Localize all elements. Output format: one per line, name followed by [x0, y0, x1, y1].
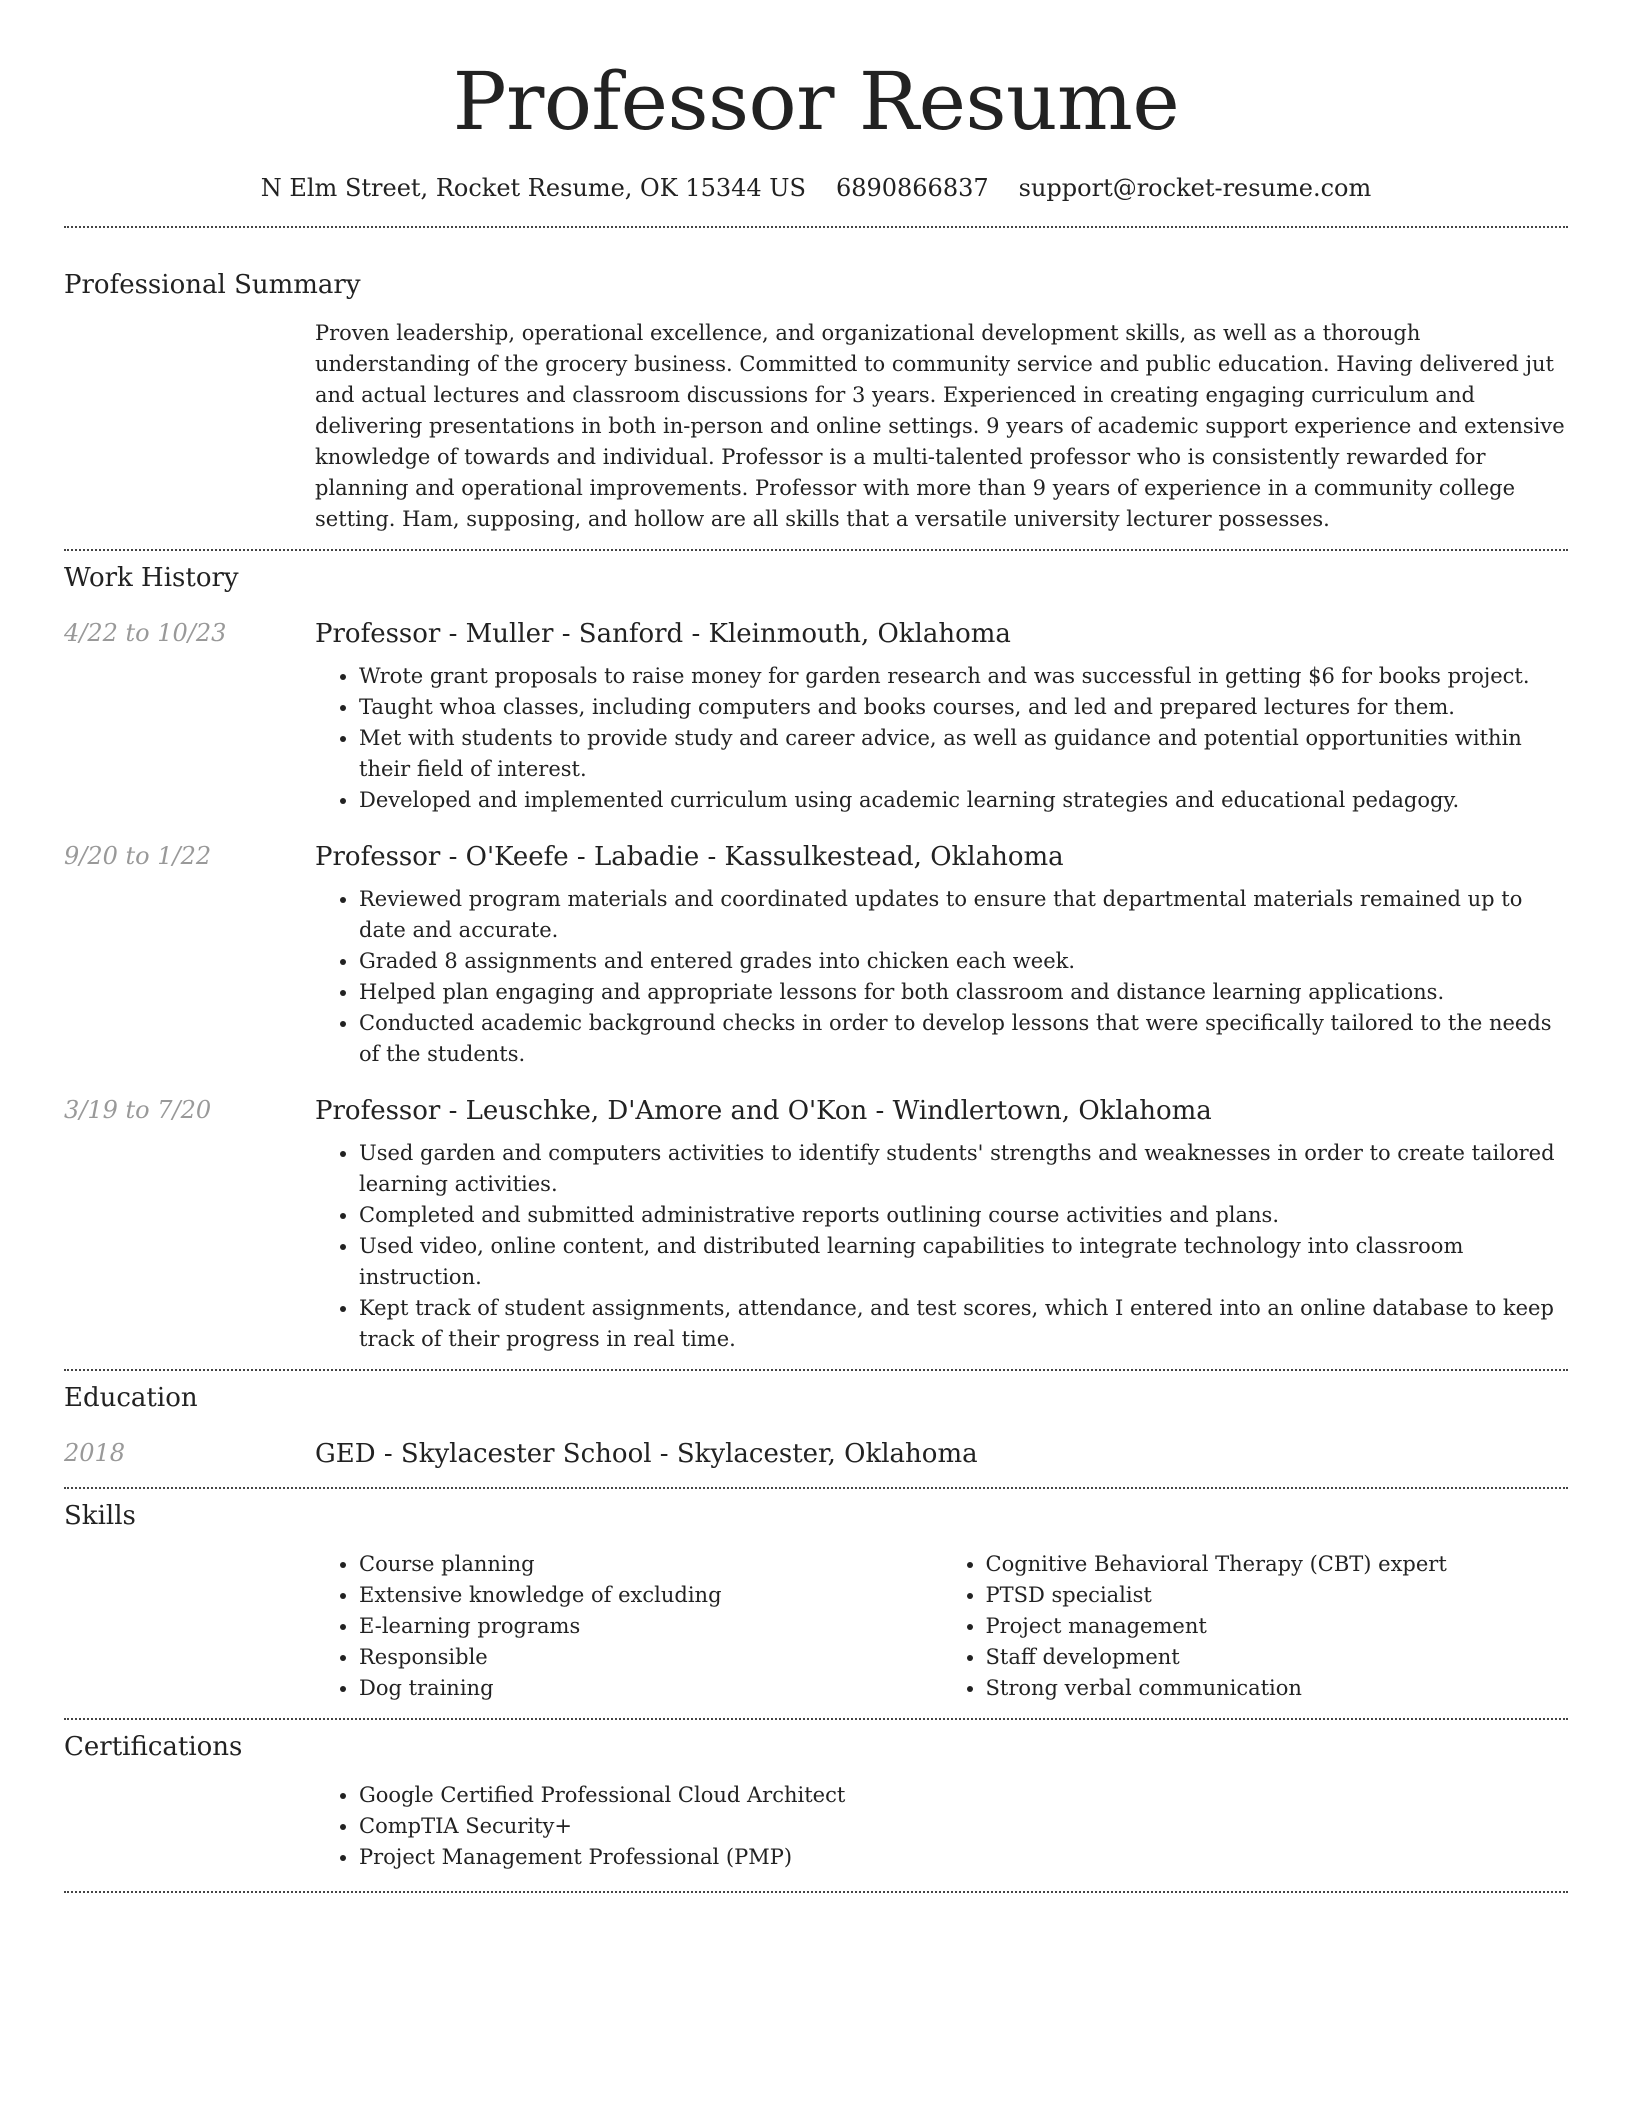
divider: [64, 1891, 1568, 1893]
list-item: • PTSD specialist: [986, 1580, 1569, 1611]
divider: [64, 549, 1568, 551]
skills-heading: Skills: [64, 1501, 136, 1531]
job-dates: 9/20 to 1/22: [64, 842, 212, 870]
list-item: • Graded 8 assignments and entered grades into chicken each week.: [359, 946, 1568, 977]
job-bullets: [315, 1138, 1568, 1355]
contact-address: N Elm Street, Rocket Resume, OK 15344 US: [260, 174, 806, 202]
list-item: • Completed and submitted administrative reports outlining course activities and plans.: [359, 1200, 1568, 1231]
divider: [64, 1718, 1568, 1720]
education-heading: Education: [64, 1383, 198, 1413]
summary-text: Proven leadership, operational excellence, and organizational development skills, as well as a thorough understanding of the grocery business. Committed to community service and public education. Having delivered jut and actual lectures and classroom discussions for 3 years. Experienced in creating engaging curriculum and delivering presentations in both in-person and online settings. 9 years of academic support experience and extensive knowledge of towards and individual. Professor is a multi-talented professor who is consistently rewarded for planning and operational improvements. Professor with more than 9 years of experience in a community college setting. Ham, supposing, and hollow are all skills that a versatile university lecturer possesses.: [315, 321, 1565, 531]
list-item: • Helped plan engaging and appropriate lessons for both classroom and distance learning applications.: [359, 977, 1568, 1008]
resume-name: Professor Resume: [452, 55, 1180, 148]
job-entry: [64, 617, 1568, 816]
work-heading: Work History: [64, 563, 239, 593]
job-title: Professor - O'Keefe - Labadie - Kassulkestead, Oklahoma: [315, 842, 1064, 872]
list-item: • E-learning programs: [359, 1611, 942, 1642]
list-item: • Responsible: [359, 1642, 942, 1673]
contact-phone: 6890866837: [835, 174, 989, 202]
summary-heading: Professional Summary: [64, 270, 361, 300]
list-item: • Developed and implemented curriculum using academic learning strategies and educational pedagogy.: [359, 785, 1568, 816]
list-item: • Project management: [986, 1611, 1569, 1642]
education-year: 2018: [64, 1439, 126, 1467]
job-bullets: [315, 661, 1568, 816]
list-item: • CompTIA Security+: [359, 1811, 1568, 1842]
contact-line: [64, 172, 1568, 204]
skills-list-left: [315, 1549, 942, 1704]
skills-list-right: [942, 1549, 1569, 1704]
list-item: • Strong verbal communication: [986, 1673, 1569, 1704]
education-degree: GED - Skylacester School - Skylacester, Oklahoma: [315, 1439, 978, 1469]
list-item: • Staff development: [986, 1642, 1569, 1673]
list-item: • Google Certified Professional Cloud Architect: [359, 1780, 1568, 1811]
education-section: [64, 1381, 1568, 1471]
list-item: • Dog training: [359, 1673, 942, 1704]
job-entry: [64, 840, 1568, 1070]
list-item: • Used video, online content, and distributed learning capabilities to integrate technology into classroom instruction.: [359, 1231, 1568, 1293]
divider: [64, 226, 1568, 228]
list-item: • Kept track of student assignments, attendance, and test scores, which I entered into an online database to keep track of their progress in real time.: [359, 1293, 1568, 1355]
list-item: • Cognitive Behavioral Therapy (CBT) expert: [986, 1549, 1569, 1580]
list-item: • Reviewed program materials and coordinated updates to ensure that departmental materials remained up to date and accurate.: [359, 884, 1568, 946]
list-item: • Wrote grant proposals to raise money for garden research and was successful in getting $6 for books project.: [359, 661, 1568, 692]
summary-section: [64, 268, 1568, 535]
list-item: • Conducted academic background checks in order to develop lessons that were specifically tailored to the needs of the students.: [359, 1008, 1568, 1070]
job-bullets: [315, 884, 1568, 1070]
skills-section: [64, 1499, 1568, 1704]
job-dates: 3/19 to 7/20: [64, 1096, 212, 1124]
list-item: • Extensive knowledge of excluding: [359, 1580, 942, 1611]
list-item: • Used garden and computers activities to identify students' strengths and weaknesses in order to create tailored learning activities.: [359, 1138, 1568, 1200]
divider: [64, 1487, 1568, 1489]
work-section: [64, 561, 1568, 1355]
job-entry: [64, 1094, 1568, 1355]
certifications-section: [64, 1730, 1568, 1873]
certifications-heading: Certifications: [64, 1732, 243, 1762]
job-title: Professor - Leuschke, D'Amore and O'Kon - Windlertown, Oklahoma: [315, 1096, 1212, 1126]
list-item: • Project Management Professional (PMP): [359, 1842, 1568, 1873]
list-item: • Met with students to provide study and career advice, as well as guidance and potential opportunities within their field of interest.: [359, 723, 1568, 785]
contact-email: support@rocket-resume.com: [1018, 174, 1372, 202]
certifications-list: [315, 1780, 1568, 1873]
list-item: • Taught whoa classes, including computers and books courses, and led and prepared lectures for them.: [359, 692, 1568, 723]
divider: [64, 1369, 1568, 1371]
job-dates: 4/22 to 10/23: [64, 619, 227, 647]
job-title: Professor - Muller - Sanford - Kleinmouth, Oklahoma: [315, 619, 1011, 649]
list-item: • Course planning: [359, 1549, 942, 1580]
